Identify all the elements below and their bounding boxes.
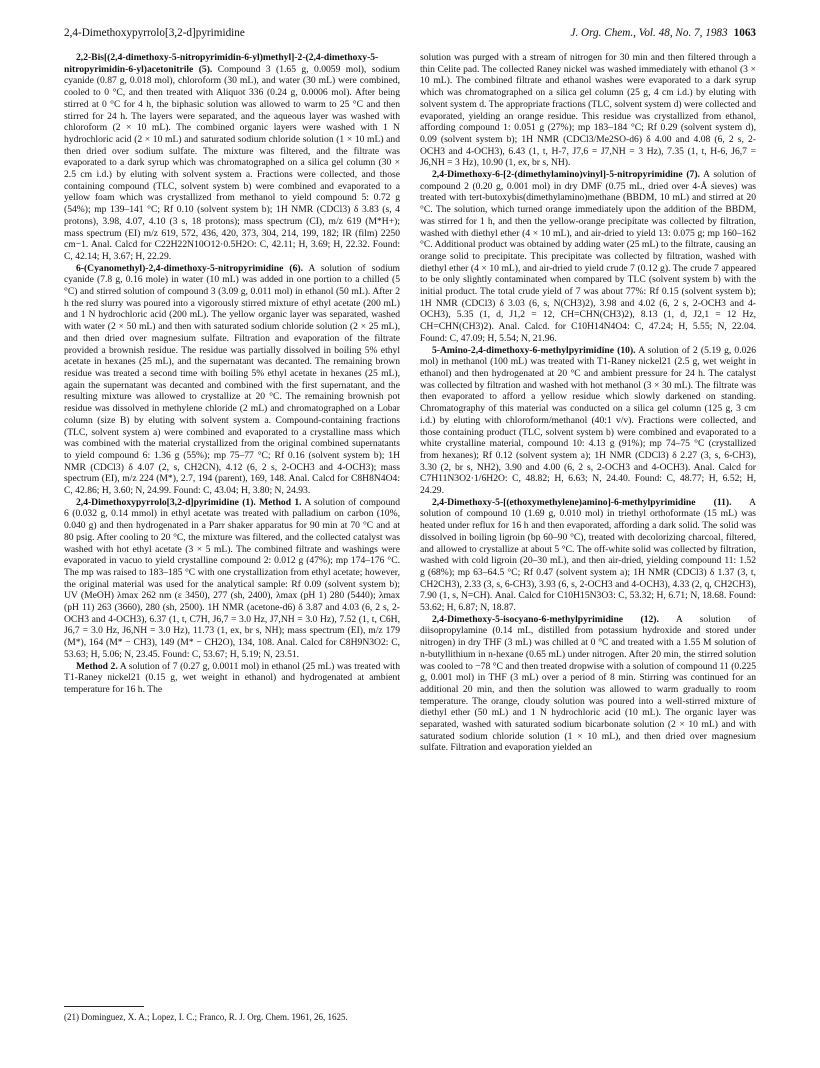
- paragraph-body: A solution of compound 6 (0.032 g, 0.14 mmol) in ethyl acetate was treated with palladium on carbon (10%, 0.040 g) and then hydrogenated in a Parr shaker apparatus for 90 min at 70 °C and at 80 psig. After cooling to 20 °C, the mixture was filtered, and the collected catalyst was washed with hot ethyl acetate (3 × 5 mL). The combined filtrate and washings were evaporated in vacuo to yield crystalline compound 2: 0.012 g (47%); mp 174–176 °C. The mp was raised to 183–185 °C with one crystallization from ethyl acetate; however, the original material was used for the analytical sample: Rf 0.09 (solvent system b); UV (MeOH) λmax 262 nm (ε 3450), 277 (sh, 2400), λmax (pH 1) 280 (5440); λmax (pH 11) 263 (3660), 280 (sh, 2500). 1H NMR (acetone-d6) δ 3.87 and 4.03 (6, 2 s, 2-OCH3 and 4-OCH3), 6.37 (1, t, C7H, J6,7 = 3.0 Hz, J7,NH = 3.0 Hz), 7.52 (1, t, C6H, J6,7 = 3.0 Hz, J6,NH = 3.0 Hz), 11.73 (1, ex, br s, NH); mass spectrum (EI), m/z 179 (M*), 164 (M* − CH3), 149 (M* − CH2O), 134, 108. Anal. Calcd for C8H9N3O2: C, 53.63; H, 5.06; N, 23.45. Found: C, 53.67; H, 5.19; N, 23.51.: [64, 496, 400, 660]
- page-header: [64, 24, 756, 42]
- footnote-divider: [64, 1006, 144, 1007]
- paragraph-compound-5: [64, 52, 400, 263]
- paragraph-body: A solution of 7 (0.27 g, 0.0011 mol) in ethanol (25 mL) was treated with T1-Raney nickel21 (0.15 g, wet weight in ethanol) and hydrogenated at ambient temperature for 16 h. The: [64, 660, 400, 695]
- running-title: 2,4-Dimethoxypyrrolo[3,2-d]pyrimidine: [64, 27, 245, 39]
- left-column: [64, 52, 400, 696]
- footnote: (21) Dominguez, X. A.; Lopez, I. C.; Franco, R. J. Org. Chem. 1961, 26, 1625.: [64, 1012, 348, 1022]
- paragraph-compound-7: [420, 169, 756, 345]
- paragraph-method-2-continued: [420, 52, 756, 169]
- paragraph-method-2: [64, 661, 400, 696]
- paragraph-title: Method 2.: [76, 660, 118, 672]
- paragraph-title: 2,2-Bis[(2,4-dimethoxy-5-nitropyrimidin-6-yl)methyl]-2-(2,4-dimethoxy-5-nitropyrimidin-6-yl)acetonitrile (5).: [64, 52, 379, 75]
- paragraph-body: A solution of 2 (5.19 g, 0.026 mol) in methanol (100 mL) was treated with T1-Raney nickel21 (2.5 g, wet weight in ethanol) and then hydrogenated at 20 °C and ambient pressure for 24 h. The catalyst was collected by filtration and washed with hot methanol (3 × 30 mL). The filtrate was then evaporated to afford a yellow residue which slowly darkened on standing. Chromatography of this material was conducted on a silica gel column (125 g, 3 cm i.d.) by eluting with chloroform/methanol (40:1 v/v). Fractions were collected, and those containing product (TLC, solvent system b) were combined and evaporated to a white crystalline material, compound 10: 4.13 g (91%); mp 74–75 °C (crystallized from hexanes); Rf 0.12 (solvent system a); 1H NMR (CDCl3) δ 2.27 (3, s, 6-CH3), 3.30 (2, br s, NH2), 3.90 and 4.00 (6, 2 s, 2-OCH3 and 4-OCH3). Anal. Calcd for C7H11N3O2·1/6H2O: C, 48.82; H, 6.63; N, 24.40. Found: C, 48.77; H, 6.52; H, 24.29.: [420, 344, 757, 497]
- paragraph-title: 2,4-Dimethoxy-5-isocyano-6-methylpyrimidine (12).: [432, 613, 659, 625]
- paragraph-compound-10: [420, 345, 756, 497]
- paragraph-body: solution was purged with a stream of nitrogen for 30 min and then filtered through a thin Celite pad. The collected Raney nickel was washed immediately with ethanol (3 × 10 mL). The combined filtrate and ethanol washes were evaporated to a dark syrup which was chromatographed on a silica gel column (25 g, 4 cm i.d.) by eluting with solvent system d. The appropriate fractions (TLC, solvent system d) were collected and evaporated, yielding an orange residue. This residue was crystallized from ethanol, affording compound 1: 0.051 g (27%); mp 183–184 °C; Rf 0.29 (solvent system d), 0.09 (solvent system b); 1H NMR (CDCl3/Me2SO-d6) δ 4.00 and 4.08 (6, 2 s, 2-OCH3 and 4-OCH3), 6.43 (1, t, H-7, J7,6 = J7,NH = 3 Hz), 7.35 (1, t, H-6, J6,7 = J6,NH = 3 Hz), 10.90 (1, ex, br s, NH).: [420, 52, 756, 169]
- paragraph-compound-6: [64, 263, 400, 497]
- paragraph-body: Compound 3 (1.65 g, 0.0059 mol), sodium cyanide (0.87 g, 0.018 mol), chloroform (30 mL), and water (30 mL) were combined, cooled to 0 °C, and then treated with Aliquot 336 (0.24 g, 0.0006 mol). After being stirred at 0 °C for 4 h, the biphasic solution was allowed to warm to 25 °C and then stirred for 24 h. The layers were separated, and the aqueous layer was washed with chloroform (2 × 10 mL). The combined organic layers were washed with 1 N hydrochloric acid (2 × 10 mL) and saturated sodium chloride solution (1 × 10 mL) and then dried over sodium sulfate. The mixture was filtered, and the filtrate was evaporated to a dark syrup which was chromatographed on a silica gel column (30 × 2.5 cm i.d.) by eluting with solvent system a. Fractions were collected, and those containing compound (TLC, solvent system b) were combined and evaporated to a yellow foam which was crystallized from methanol to yield compound 5: 0.72 g (54%); mp 139–141 °C; Rf 0.10 (solvent system b); 1H NMR (CDCl3) δ 3.83 (s, 4 protons), 3.98, 4.07, 4.10 (3 s, 18 protons); mass spectrum (CI), m/z 619 (M*H+); mass spectrum (EI) m/z 619, 572, 436, 420, 373, 304, 214, 199, 182; IR (film) 2250 cm−1. Anal. Calcd for C22H22N10O12·0.5H2O: C, 42.11; H, 3.69; H, 22.32. Found: C, 42.14; H, 3.67; H, 22.29.: [64, 63, 400, 262]
- right-column: [420, 52, 756, 754]
- paragraph-body: A solution of compound 10 (1.69 g, 0.010 mol) in triethyl orthoformate (15 mL) was heated under reflux for 16 h and then evaporated, affording a dark solid. The solid was dissolved in boiling ligroin (bp 60–90 °C), treated with decolorizing charcoal, filtered, and allowed to crystallize at about 5 °C. The off-white solid was collected by filtration, washed with cold ligroin (20–30 mL), and then air-dried, yielding compound 11: 1.52 g (68%); mp 63–64.5 °C; Rf 0.47 (solvent system a); 1H NMR (CDCl3) δ 1.37 (3, t, CH2CH3), 2.33 (3, s, 6-CH3), 3.93 (6, s, 2-OCH3 and 4-OCH3), 4.33 (2, q, CH2CH3), 7.90 (1, s, N=CH). Anal. Calcd for C10H15N3O3: C, 53.32; H, 6.71; N, 18.68. Found: 53.62; H, 6.87; N, 18.87.: [420, 496, 757, 614]
- paragraph-title: 6-(Cyanomethyl)-2,4-dimethoxy-5-nitropyrimidine (6).: [76, 262, 303, 274]
- paragraph-title: 2,4-Dimethoxypyrrolo[3,2-d]pyrimidine (1). Method 1.: [76, 496, 302, 508]
- page-number: 1063: [733, 27, 756, 39]
- paragraph-title: 2,4-Dimethoxy-5-[(ethoxymethylene)amino]-6-methylpyrimidine (11).: [432, 496, 732, 508]
- paragraph-title: 5-Amino-2,4-dimethoxy-6-methylpyrimidine (10).: [432, 344, 636, 356]
- paragraph-body: A solution of diisopropylamine (0.14 mL, distilled from potassium hydroxide and stored under nitrogen) in dry THF (3 mL) was chilled at 0 °C and treated with a 1.55 M solution of n-butyllithium in n-hexane (0.65 mL) under nitrogen. After 20 min, the stirred solution was cooled to −78 °C and then treated dropwise with a solution of compound 11 (0.225 g, 0.001 mol) in THF (3 mL) over a period of 8 min. Stirring was continued for an additional 20 min, and then the solution was allowed to warm gradually to room temperature. The orange, cloudy solution was poured into a well-stirred mixture of diethyl ether (50 mL) and 1 N hydrochloric acid (10 mL). The organic layer was separated, washed with saturated sodium bicarbonate solution (2 × 10 mL) and with saturated sodium chloride solution (1 × 10 mL), and then dried over magnesium sulfate. Filtration and evaporation yielded an: [420, 613, 757, 754]
- journal-citation: [570, 24, 756, 42]
- paragraph-compound-1-method-1: [64, 497, 400, 661]
- paragraph-title: 2,4-Dimethoxy-6-[2-(dimethylamino)vinyl]-5-nitropyrimidine (7).: [432, 169, 700, 181]
- paragraph-compound-12: [420, 614, 756, 754]
- paragraph-body: A solution of sodium cyanide (7.8 g, 0.16 mole) in water (10 mL) was added in one portion to a chilled (5 °C) and stirred solution of compound 3 (3.09 g, 0.011 mol) in ethanol (50 mL). After 2 h the red slurry was poured into a vigorously stirred mixture of ethyl acetate (200 mL) and 1 N hydrochloric acid (200 mL). The yellow organic layer was separated, washed with water (2 × 50 mL) and then with saturated sodium chloride solution (2 × 25 mL), and then dried over magnesium sulfate. Filtration and evaporation of the filtrate provided a brownish residue. The residue was partially dissolved in boiling 5% ethyl acetate in hexanes (25 mL), and the supernatant was decanted. The remaining brown residue was treated a second time with boiling 5% ethyl acetate in hexanes (25 mL), again the supernatant was decanted and combined with the first supernatant, and the resulting mixture was allowed to crystallize at 20 °C. The remaining brownish pot residue was dissolved in methylene chloride (2 mL) and chromatographed on a Lobar column (size B) by eluting with solvent system a. Compound-containing fractions (TLC, solvent system a) were combined and evaporated to a crystalline mass which was combined with the material crystallized from the original combined supernatants to yield compound 6: 1.36 g (55%); mp 75–77 °C; Rf 0.16 (solvent system b); 1H NMR (CDCl3) δ 4.07 (2, s, CH2CN), 4.12 (6, 2 s, 2-OCH3 and 4-OCH3); mass spectrum (EI), m/z 224 (M*), 2.7, 194 (parent), 169, 148. Anal. Calcd for C8H8N4O4: C, 42.86; H, 3.60; N, 24.99. Found: C, 43.04; H, 3.80; N, 24.93.: [64, 262, 400, 497]
- paragraph-compound-11: [420, 497, 756, 614]
- journal-name: J. Org. Chem., Vol. 48, No. 7, 1983: [570, 27, 728, 39]
- paragraph-body: A solution of compound 2 (0.20 g, 0.001 mol) in dry DMF (0.75 mL, dried over 4-Å sieves) was treated with tert-butoxybis(dimethylamino)methane (BBDM, 10 mL) and stirred at 20 °C. The solution, which turned orange immediately upon the addition of the BBDM, was stirred for 1 h, and then the yellow-orange precipitate was collected by filtration, washed with diethyl ether (4 × 10 mL), and air-dried to yield 13: 0.075 g; mp 160–162 °C. Additional product was obtained by adding water (25 mL) to the filtrate, causing an orange solid to precipitate. This precipitate was collected by filtration, washed with diethyl ether (4 × 10 mL), and air-dried to yield crude 7 (0.12 g). The crude 7 appeared to be only slightly contaminated when compared by TLC (solvent system b) with the initial product. The total crude yield of 7 was about 77%: Rf 0.15 (solvent system b); 1H NMR (CDCl3) δ 3.03 (6, s, N(CH3)2), 3.98 and 4.02 (6, 2 s, 2-OCH3 and 4-OCH3), 5.35 (1, d, J1,2 = 12, CH=CHN(CH3)2), 8.13 (1, d, J2,1 = 12 Hz, CH=CHN(CH3)2). Anal. Calcd. for C10H14N4O4: C, 47.24; H, 5.55; N, 22.04. Found: C, 47.09; H, 5.54; N, 21.96.: [420, 169, 756, 344]
